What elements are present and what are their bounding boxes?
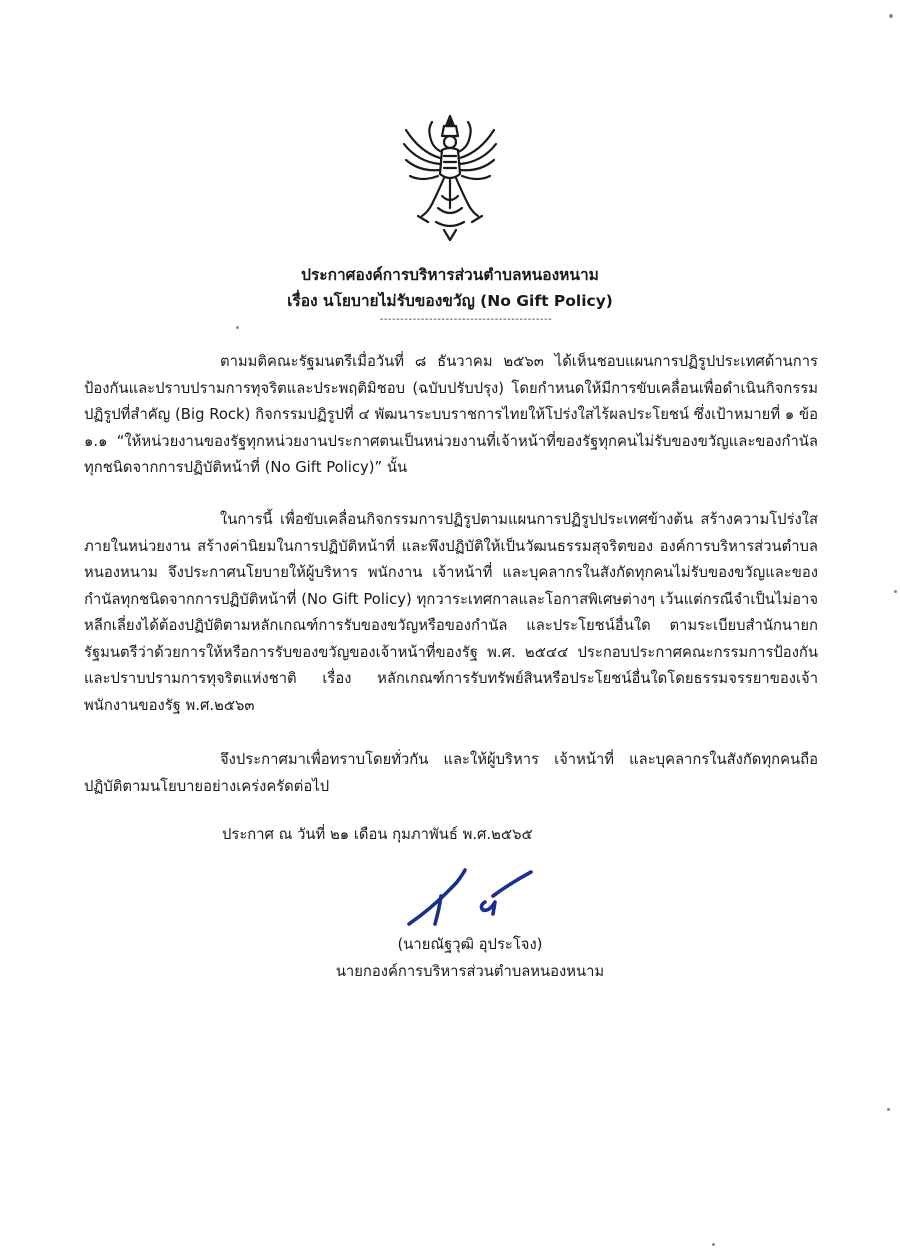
scan-speck xyxy=(889,14,893,18)
signer-title: นายกองค์การบริหารส่วนตำบลหนองหนาม xyxy=(335,963,605,980)
scan-speck xyxy=(236,326,239,329)
handwritten-signature xyxy=(405,866,535,928)
scan-speck xyxy=(712,1243,715,1246)
announcement-date: ประกาศ ณ วันที่ ๒๑ เดือน กุมภาพันธ์ พ.ศ.๒๕๖๕ xyxy=(222,826,533,843)
announcement-subject: เรื่อง นโยบายไม่รับของขวัญ (No Gift Policy) xyxy=(287,292,613,310)
scan-speck xyxy=(887,1108,890,1111)
paragraph-2: ในการนี้ เพื่อขับเคลื่อนกิจกรรมการปฏิรูปตามแผนการปฏิรูปประเทศข้างต้น สร้างความโปร่งใสภายในหน่วยงาน สร้างค่านิยมในการปฏิบัติหน้าที่ และพึงปฏิบัติให้เป็นวัฒนธรรมสุจริตของ องค์การบริหารส่วนตำบลหนองหนาม จึงประกาศนโยบายให้ผู้บริหาร พนักงาน เจ้าหน้าที่ และบุคลากรในสังกัดทุกคนไม่รับของขวัญและของกำนัลทุกชนิดจากการปฏิบัติหน้าที่ (No Gift Policy) ทุกวาระเทศกาลและโอกาสพิเศษต่างๆ เว้นแต่กรณีจำเป็นไม่อาจหลีกเลี่ยงได้ต้องปฏิบัติตามหลักเกณฑ์การรับของขวัญหรือของกำนัล และประโยชน์อื่นใด ตามระเบียบสำนักนายกรัฐมนตรีว่าด้วยการให้หรือการรับของขวัญของเจ้าหน้าที่ของรัฐ พ.ศ. ๒๕๔๔ ประกอบประกาศคณะกรรมการป้องกันและปราบปรามการทุจริตแห่งชาติ เรื่อง หลักเกณฑ์การรับทรัพย์สินหรือประโยชน์อื่นใดโดยธรรมจรรยาของเจ้าพนักงานของรัฐ พ.ศ.๒๕๖๓ xyxy=(84,511,818,714)
title-divider: ------------------------------------------ xyxy=(379,314,553,325)
announcement-title: ประกาศองค์การบริหารส่วนตำบลหนองหนาม xyxy=(301,266,599,284)
scan-speck xyxy=(894,590,897,593)
signer-name: (นายณัฐวุฒิ อุประโจง) xyxy=(397,936,543,953)
paragraph-1: ตามมติคณะรัฐมนตรีเมื่อวันที่ ๘ ธันวาคม ๒๕๖๓ ได้เห็นชอบแผนการปฏิรูปประเทศด้านการป้องกันและปราบปรามการทุจริตและประพฤติมิชอบ (ฉบับปรับปรุง) โดยกำหนดให้มีการขับเคลื่อนเพื่อดำเนินกิจกรรมปฏิรูปที่สำคัญ (Big Rock) กิจกรรมปฏิรูปที่ ๔ พัฒนาระบบราชการไทยให้โปร่งใสไร้ผลประโยชน์ ซึ่งเป้าหมายที่ ๑ ข้อ ๑.๑ “ให้หน่วยงานของรัฐทุกหน่วยงานประกาศตนเป็นหน่วยงานที่เจ้าหน้าที่ของรัฐทุกคนไม่รับของขวัญและของกำนัลทุกชนิดจากการปฏิบัติหน้าที่ (No Gift Policy)” นั้น xyxy=(84,353,818,476)
paragraph-3: จึงประกาศมาเพื่อทราบโดยทั่วกัน และให้ผู้บริหาร เจ้าหน้าที่ และบุคลากรในสังกัดทุกคนถือปฏิบัติตามนโยบายอย่างเคร่งครัดต่อไป xyxy=(84,751,818,795)
garuda-emblem-icon xyxy=(398,112,502,244)
